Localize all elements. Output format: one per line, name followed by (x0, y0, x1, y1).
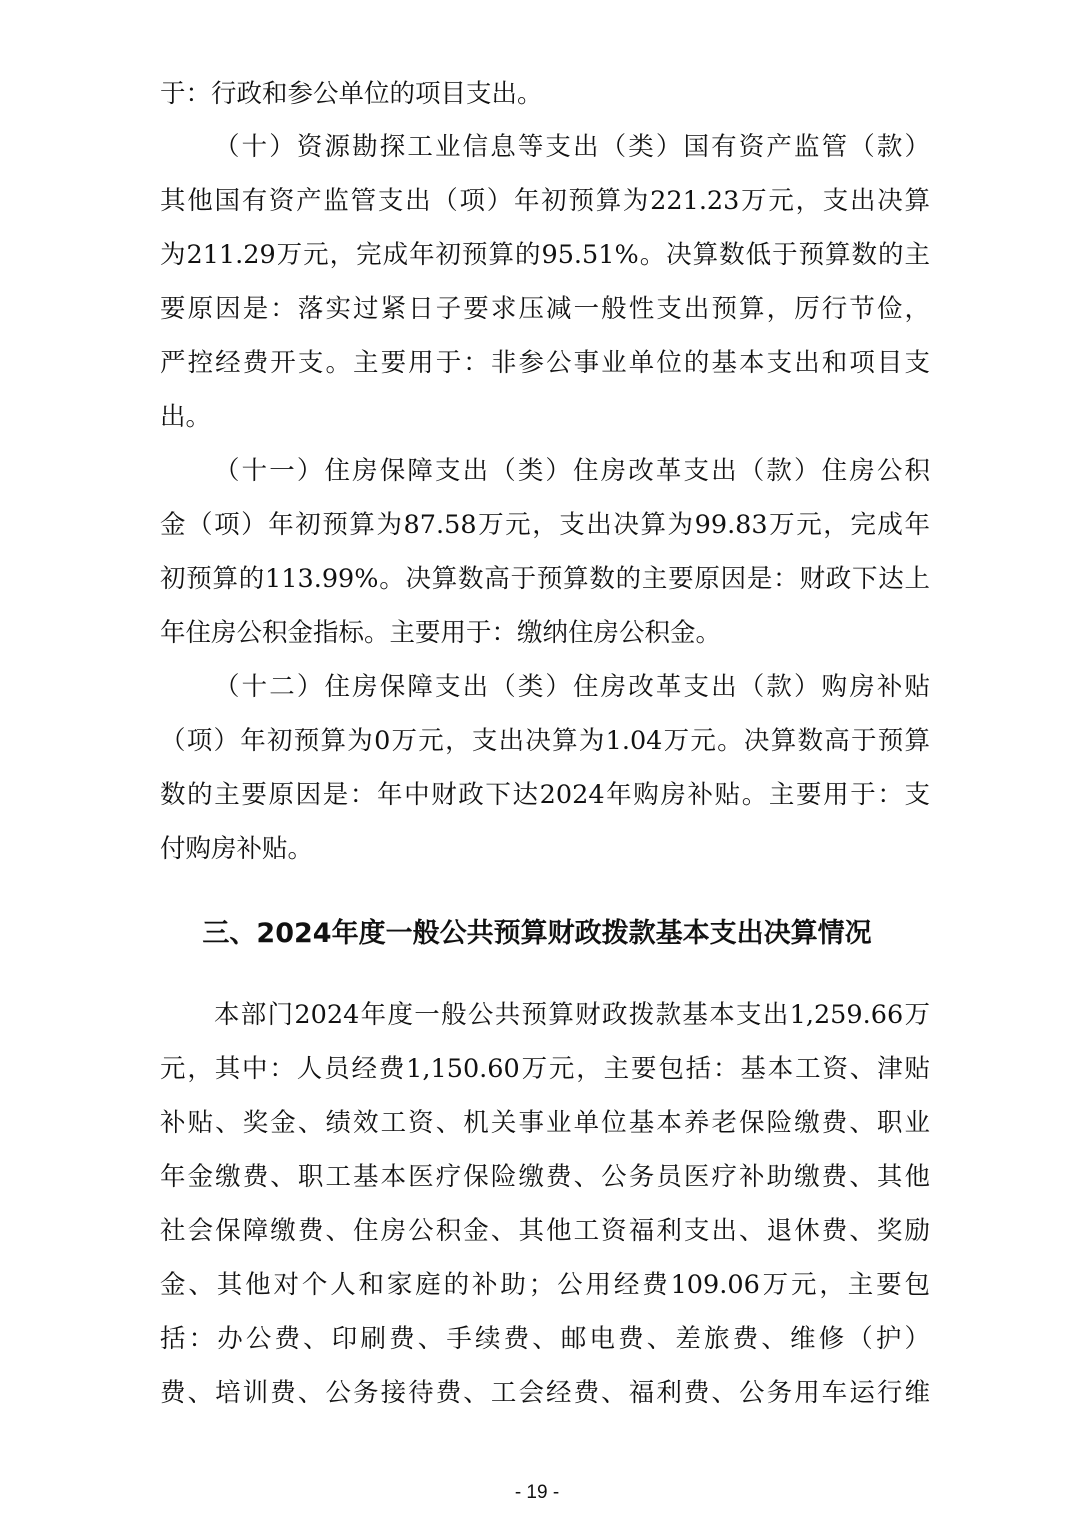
paragraph-line: 社会保障缴费、住房公积金、其他工资福利支出、退休费、奖励 (160, 1216, 930, 1246)
paragraph-line: （十一）住房保障支出（类）住房改革支出（款）住房公积 (214, 456, 930, 486)
paragraph-line: 付购房补贴。 (160, 834, 314, 864)
paragraph-line: （十）资源勘探工业信息等支出（类）国有资产监管（款） (214, 132, 930, 162)
paragraph-line: 本部门2024年度一般公共预算财政拨款基本支出1,259.66万 (214, 1000, 930, 1030)
paragraph-line: （十二）住房保障支出（类）住房改革支出（款）购房补贴 (214, 672, 930, 702)
paragraph-line: 为211.29万元，完成年初预算的95.51%。决算数低于预算数的主 (160, 240, 930, 270)
paragraph-line: 数的主要原因是：年中财政下达2024年购房补贴。主要用于：支 (160, 780, 930, 810)
paragraph-line: 年金缴费、职工基本医疗保险缴费、公务员医疗补助缴费、其他 (160, 1162, 930, 1192)
paragraph-line: 括：办公费、印刷费、手续费、邮电费、差旅费、维修（护） (160, 1324, 930, 1354)
paragraph-line: 金、其他对个人和家庭的补助；公用经费109.06万元，主要包 (160, 1270, 930, 1300)
paragraph-line: 费、培训费、公务接待费、工会经费、福利费、公务用车运行维 (160, 1378, 930, 1408)
paragraph-line: 补贴、奖金、绩效工资、机关事业单位基本养老保险缴费、职业 (160, 1108, 930, 1138)
paragraph-line: 要原因是：落实过紧日子要求压减一般性支出预算，厉行节俭， (160, 294, 930, 324)
paragraph-line: （项）年初预算为0万元，支出决算为1.04万元。决算数高于预算 (160, 726, 930, 756)
paragraph-line: 初预算的113.99%。决算数高于预算数的主要原因是：财政下达上 (160, 564, 930, 594)
paragraph-line: 出。 (160, 402, 212, 432)
paragraph-line: 元，其中：人员经费1,150.60万元，主要包括：基本工资、津贴 (160, 1054, 930, 1084)
paragraph-line: 严控经费开支。主要用于：非参公事业单位的基本支出和项目支 (160, 348, 930, 378)
paragraph-line: 金（项）年初预算为87.58万元，支出决算为99.83万元，完成年 (160, 510, 930, 540)
section-heading: 三、2024年度一般公共预算财政拨款基本支出决算情况 (202, 918, 872, 949)
paragraph-line: 于：行政和参公单位的项目支出。 (160, 79, 543, 109)
paragraph-line: 年住房公积金指标。主要用于：缴纳住房公积金。 (160, 618, 722, 648)
page-number: - 19 - (514, 1482, 560, 1503)
paragraph-line: 其他国有资产监管支出（项）年初预算为221.23万元，支出决算 (160, 186, 930, 216)
